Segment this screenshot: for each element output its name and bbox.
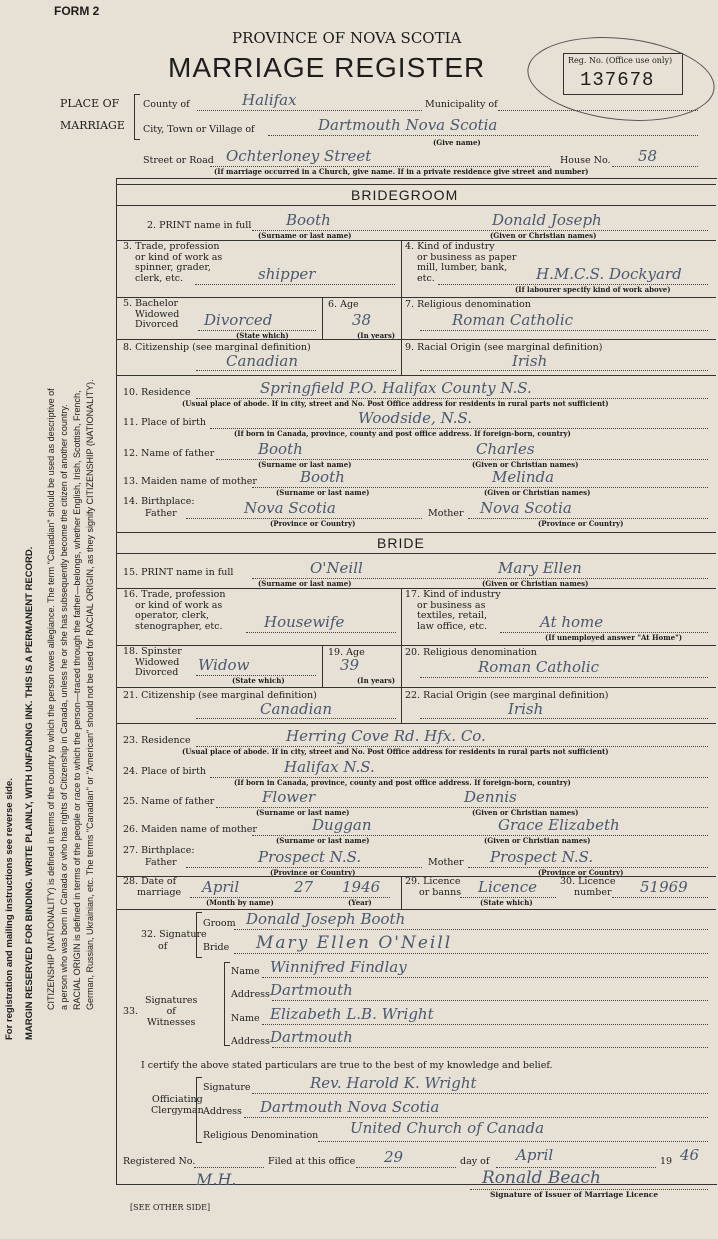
groom-birthplace-hint: (If born in Canada, province, county and post office address. If foreign-born, country) — [234, 429, 571, 438]
bride-given-hint: (Given or Christian names) — [482, 579, 589, 588]
municipality-label: Municipality of — [425, 99, 498, 110]
groom-citizenship-label: 8. Citizenship (see marginal definition) — [123, 342, 311, 353]
filed-month: April — [516, 1146, 554, 1164]
groom-status: Divorced — [204, 311, 273, 329]
groom-mother-birthplace: Nova Scotia — [480, 499, 572, 517]
groom-birthplace-label: 11. Place of birth — [123, 417, 207, 428]
witness1-address: Dartmouth — [270, 981, 353, 999]
groom-mother-bp-label: Mother — [428, 508, 464, 519]
witness2-name-label: Name — [231, 1013, 260, 1024]
bride-status: Widow — [198, 656, 250, 674]
licence-type-hint: (State which) — [480, 898, 533, 907]
marriage-month-hint: (Month by name) — [206, 898, 274, 907]
groom-father-surname-hint: (Surname or last name) — [258, 460, 352, 469]
groom-status-hint: (State which) — [236, 331, 289, 340]
clergy-denomination: United Church of Canada — [350, 1119, 545, 1137]
city-label: City, Town or Village of — [143, 124, 255, 135]
groom-father-given: Charles — [476, 440, 535, 458]
certify-statement: I certify the above stated particulars are true to the best of my knowledge and belief. — [141, 1060, 553, 1071]
bride-father-surname: Flower — [262, 788, 316, 806]
clergy-address-label: Address — [203, 1106, 242, 1117]
groom-religion-label: 7. Religious denomination — [405, 299, 531, 310]
margin-citizenship-2: a person who was born in Canada or who has rights of Citizenship in Canada, unless he or she has subsequently become the citizen of another country. — [59, 404, 69, 1010]
groom-labour-hint: (If labourer specify kind of work above) — [515, 285, 671, 294]
see-other-side: [SEE OTHER SIDE] — [130, 1203, 211, 1212]
filed-day: 29 — [384, 1148, 404, 1166]
bride-surname: O'Neill — [310, 559, 363, 577]
bride-signature: Mary Ellen O'Neill — [256, 933, 453, 953]
witness1-name: Winnifred Findlay — [270, 958, 407, 976]
marriage-date-label: 28. Date of marriage — [123, 876, 182, 898]
reg-number: 137678 — [580, 69, 655, 91]
form-number: FORM 2 — [54, 4, 100, 18]
groom-surname-hint: (Surname or last name) — [258, 231, 352, 240]
groom-trade-label: 3. Trade, profession or kind of work as spinner, grader, clerk, etc. — [123, 241, 223, 284]
bride-mother-given: Grace Elizabeth — [498, 816, 620, 834]
groom-mother-label: 13. Maiden name of mother — [123, 476, 257, 487]
signature-label: 32. Signature — [141, 929, 207, 940]
clergy-signature-label: Signature — [203, 1082, 251, 1093]
bride-sig-label: Bride — [203, 942, 230, 953]
margin-racial-2: German, Russian, Ukrainian, etc. The terms "Canadian" or "American" should not be used for RACIAL ORIGIN, as they signify CITIZENSHIP (NATIONALITY). — [85, 379, 95, 1010]
filed-label: Filed at this office — [268, 1156, 356, 1167]
bride-residence: Herring Cove Rd. Hfx. Co. — [286, 727, 486, 745]
bride-father-surname-hint: (Surname or last name) — [256, 808, 350, 817]
filed-year: 46 — [680, 1146, 700, 1164]
licence-number: 51969 — [640, 878, 688, 896]
house-value: 58 — [638, 147, 658, 165]
bride-religion-label: 20. Religious denomination — [405, 647, 537, 658]
clergy-denomination-label: Religious Denomination — [203, 1130, 319, 1141]
street-label: Street or Road — [143, 155, 214, 166]
groom-father-bp-hint: (Province or Country) — [270, 519, 356, 528]
registration-stamp-circle — [523, 28, 718, 129]
bride-religion: Roman Catholic — [478, 658, 600, 676]
groom-trade: shipper — [258, 265, 316, 283]
place-label: PLACE OF — [60, 97, 120, 110]
bride-father-given-hint: (Given or Christian names) — [472, 808, 579, 817]
marriage-month: April — [202, 878, 240, 896]
street-value: Ochterloney Street — [226, 147, 372, 165]
witness2-address: Dartmouth — [270, 1028, 353, 1046]
bride-industry-label: 17. Kind of industry or business as textiles, retail, law office, etc. — [405, 589, 501, 632]
bride-racial-label: 22. Racial Origin (see marginal definition) — [405, 690, 609, 701]
bride-status-label: 18. Spinster Widowed Divorced — [123, 646, 182, 678]
groom-mother-given-hint: (Given or Christian names) — [484, 488, 591, 497]
margin-citizenship-1: CITIZENSHIP (NATIONALITY) is defined in terms of the country to which the person owes allegiance. The term "Canadian" should be used as descriptive of — [46, 388, 56, 1010]
issuer-signature: Ronald Beach — [482, 1168, 601, 1188]
bride-mother-given-hint: (Given or Christian names) — [484, 836, 591, 845]
margin-note-binding: MARGIN RESERVED FOR BINDING. WRITE PLAINLY, WITH UNFADING INK. THIS IS A PERMANENT RECORD. — [24, 546, 35, 1040]
witness1-address-label: Address — [231, 989, 270, 1000]
groom-mother-surname-hint: (Surname or last name) — [276, 488, 370, 497]
groom-given: Donald Joseph — [492, 211, 602, 229]
bride-given: Mary Ellen — [498, 559, 582, 577]
bride-father-bp-hint: (Province or Country) — [270, 868, 356, 877]
groom-age-hint: (In years) — [357, 331, 396, 340]
groom-father-bp-label: Father — [145, 508, 177, 519]
filed-day-of-label: day of — [460, 1156, 490, 1167]
clergy-signature: Rev. Harold K. Wright — [310, 1074, 477, 1092]
place-bracket — [134, 94, 140, 140]
licence-number-label: 30. Licence number — [560, 876, 616, 898]
bride-residence-label: 23. Residence — [123, 735, 191, 746]
witness2-name: Elizabeth L.B. Wright — [270, 1005, 434, 1023]
document-title: MARRIAGE REGISTER — [168, 52, 486, 83]
bride-name-label: 15. PRINT name in full — [123, 567, 234, 578]
bride-age-label: 19. Age — [328, 647, 365, 658]
margin-racial-1: RACIAL ORIGIN is defined in terms of the people or race to which the person—traced through the father—belongs, whether English, Irish, Scottish, French, — [72, 390, 82, 1010]
bride-status-hint: (State which) — [232, 676, 285, 685]
margin-note-mailing: For registration and mailing instructions see reverse side. — [4, 778, 15, 1040]
groom-industry-label: 4. Kind of industry or business as paper mill, lumber, bank, etc. — [405, 241, 517, 284]
bride-mother-birthplace: Prospect N.S. — [490, 848, 594, 866]
bride-residence-hint: (Usual place of abode. If in city, street and No. Post Office address for residents in rural parts not sufficient) — [182, 747, 609, 756]
groom-mother-bp-hint: (Province or Country) — [538, 519, 624, 528]
bride-home-hint: (If unemployed answer "At Home") — [545, 633, 683, 642]
bride-birthplace-hint: (If born in Canada, province, county and post office address. If foreign-born, country) — [234, 778, 571, 787]
groom-father-given-hint: (Given or Christian names) — [472, 460, 579, 469]
groom-name-label: 2. PRINT name in full — [147, 220, 252, 231]
bride-age: 39 — [340, 656, 360, 674]
witnesses-label: Signatures of Witnesses — [145, 995, 198, 1028]
groom-industry: H.M.C.S. Dockyard — [536, 265, 682, 283]
clergy-address: Dartmouth Nova Scotia — [260, 1098, 440, 1116]
bride-trade: Housewife — [264, 613, 345, 631]
licence-type: Licence — [478, 878, 537, 896]
county-value: Halifax — [242, 91, 297, 109]
province-heading: PROVINCE OF NOVA SCOTIA — [232, 29, 462, 47]
city-value: Dartmouth Nova Scotia — [318, 116, 498, 134]
groom-given-hint: (Given or Christian names) — [490, 231, 597, 240]
street-hint: (If marriage occurred in a Church, give name. If in a private residence give street and number) — [214, 167, 589, 176]
groom-racial: Irish — [512, 352, 548, 370]
groom-birthplace-parents-label: 14. Birthplace: — [123, 496, 195, 507]
bride-birthplace: Halifax N.S. — [284, 758, 375, 776]
bride-industry: At home — [540, 613, 604, 631]
groom-father-label: 12. Name of father — [123, 448, 215, 459]
groom-citizenship: Canadian — [226, 352, 299, 370]
groom-mother-surname: Booth — [300, 468, 345, 486]
bride-mother-label: 26. Maiden name of mother — [123, 824, 257, 835]
bridegroom-heading: BRIDEGROOM — [351, 187, 459, 203]
groom-religion: Roman Catholic — [452, 311, 574, 329]
groom-residence-hint: (Usual place of abode. If in city, street and No. Post Office address for residents in rural parts not sufficient) — [182, 399, 609, 408]
bride-mother-bp-label: Mother — [428, 857, 464, 868]
licence-type-label: 29. Licence or banns — [405, 876, 462, 898]
bride-heading: BRIDE — [377, 535, 425, 551]
bride-mother-surname-hint: (Surname or last name) — [276, 836, 370, 845]
officiating-clergyman-label: Officiating Clergyman — [151, 1094, 204, 1116]
witness1-name-label: Name — [231, 966, 260, 977]
bride-father-given: Dennis — [464, 788, 517, 806]
bride-trade-label: 16. Trade, profession or kind of work as operator, clerk, stenographer, etc. — [123, 589, 226, 632]
registrar-initials: M.H. — [196, 1170, 237, 1189]
bride-birthplace-parents-label: 27. Birthplace: — [123, 845, 195, 856]
groom-racial-label: 9. Racial Origin (see marginal definition) — [405, 342, 603, 353]
issuer-signature-label: Signature of Issuer of Marriage Licence — [490, 1190, 659, 1199]
reg-number-label: Reg. No. (Office use only) — [568, 56, 673, 65]
filed-year-prefix: 19 — [660, 1156, 673, 1167]
groom-father-birthplace: Nova Scotia — [244, 499, 336, 517]
groom-birthplace: Woodside, N.S. — [358, 409, 473, 427]
bride-father-label: 25. Name of father — [123, 796, 215, 807]
county-label: County of — [143, 99, 190, 110]
witnesses-number: 33. — [123, 1006, 139, 1017]
house-label: House No. — [560, 155, 611, 166]
bride-birthplace-label: 24. Place of birth — [123, 766, 207, 777]
bride-father-bp-label: Father — [145, 857, 177, 868]
marriage-year: 1946 — [342, 878, 381, 896]
marriage-day: 27 — [294, 878, 314, 896]
bride-father-birthplace: Prospect N.S. — [258, 848, 362, 866]
marriage-label: MARRIAGE — [60, 119, 125, 132]
groom-age: 38 — [352, 311, 372, 329]
bride-mother-surname: Duggan — [312, 816, 372, 834]
bride-mother-bp-hint: (Province or Country) — [538, 868, 624, 877]
groom-surname: Booth — [286, 211, 331, 229]
marriage-year-hint: (Year) — [348, 898, 372, 907]
witness2-address-label: Address — [231, 1036, 270, 1047]
groom-mother-given: Melinda — [492, 468, 555, 486]
bride-racial: Irish — [508, 700, 544, 718]
signature-of-label: of — [158, 941, 168, 952]
groom-age-label: 6. Age — [328, 299, 359, 310]
bride-citizenship-label: 21. Citizenship (see marginal definition) — [123, 690, 317, 701]
bride-citizenship: Canadian — [260, 700, 333, 718]
groom-signature: Donald Joseph Booth — [246, 910, 406, 928]
registered-no-label: Registered No. — [123, 1156, 196, 1167]
groom-residence-label: 10. Residence — [123, 387, 191, 398]
bride-age-hint: (In years) — [357, 676, 396, 685]
groom-sig-label: Groom — [203, 918, 236, 929]
bride-surname-hint: (Surname or last name) — [258, 579, 352, 588]
city-hint: (Give name) — [433, 138, 481, 147]
groom-father-surname: Booth — [258, 440, 303, 458]
groom-status-label: 5. Bachelor Widowed Divorced — [123, 298, 180, 330]
groom-residence: Springfield P.O. Halifax County N.S. — [260, 379, 532, 397]
